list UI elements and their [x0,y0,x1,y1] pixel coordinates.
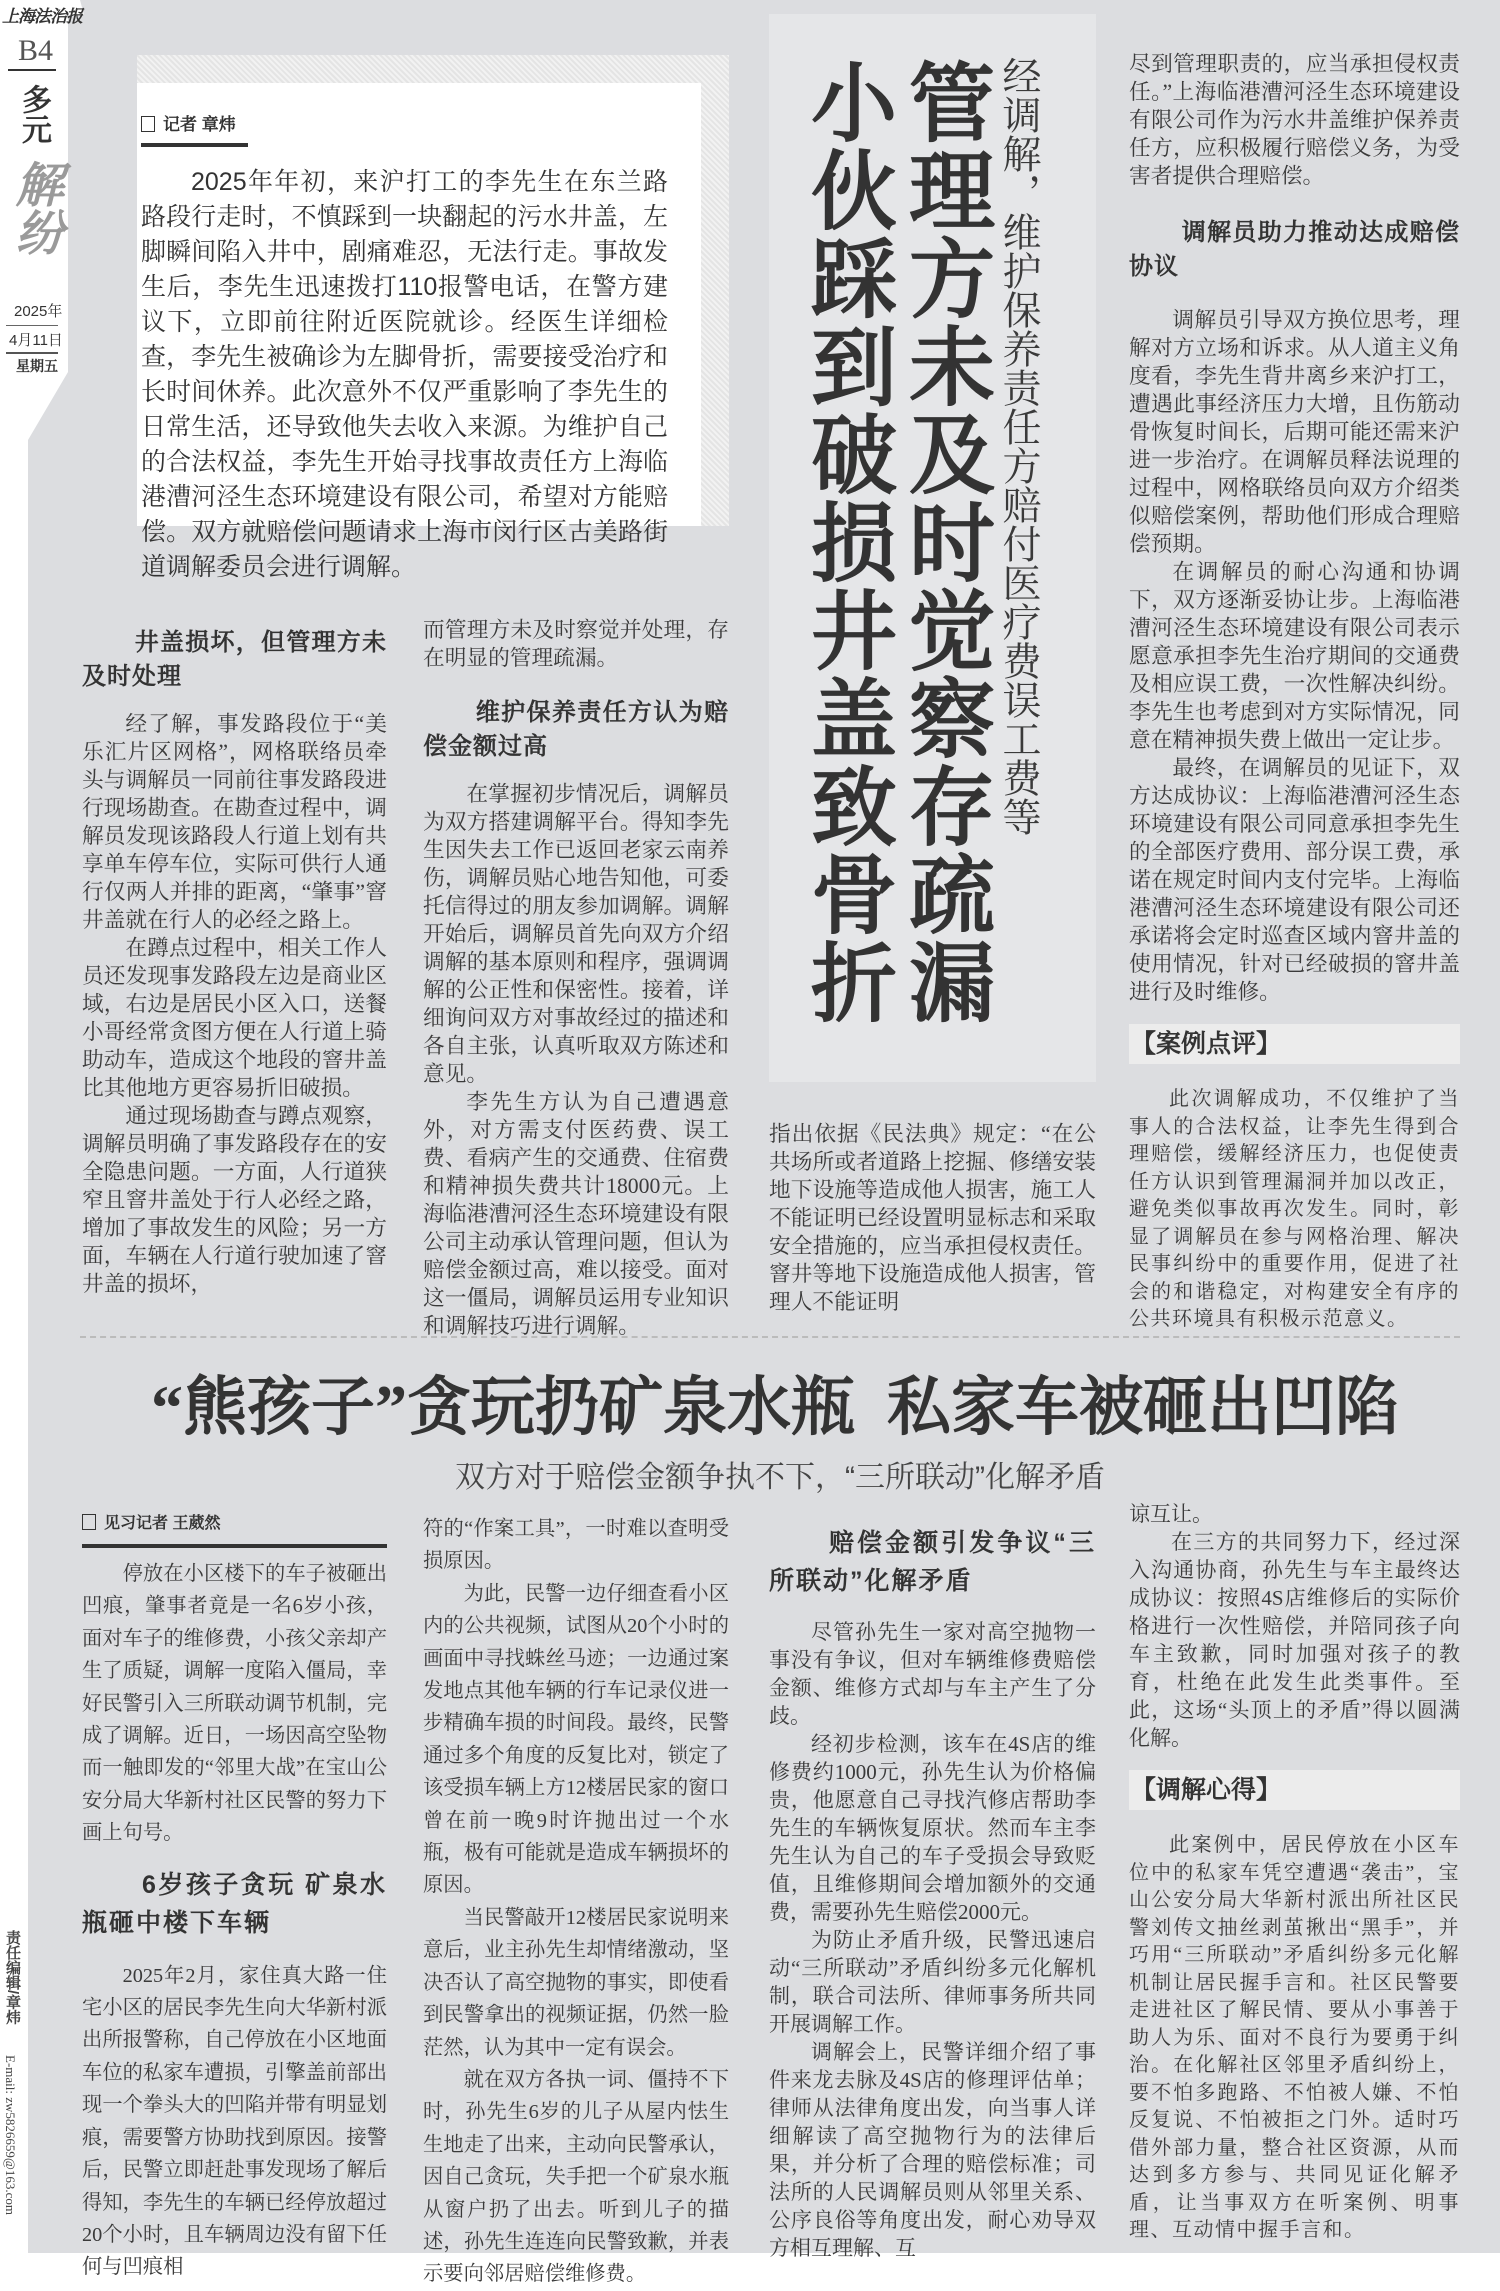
page-number-rule [8,69,56,71]
paragraph: 为防止矛盾升级，民警迅速启动“三所联动”矛盾纠纷多元化解机制，联合司法所、律师事务所共同开展调解工作。 [769,1928,1096,2036]
mediation-insight-text: 此案例中，居民停放在小区车位中的私家车凭空遭遇“袭击”，宝山公安分局大华新村派出所社区民警刘传文抽丝剥茧揪出“黑手”，并巧用“三所联动”矛盾纠纷多元化解机制让居民握手言和。社区民警要走进社区了解民情、要从小事善于助人为乐、面对不良行为要勇于纠治。在化解社区邻里矛盾纠纷上，要不怕多跑路、不怕被人嫌、不怕反复说、不怕被拒之门外。适时巧借外部力量，整合社区资源，从而达到多方参与、共同见证化解矛盾，让当事双方在听案例、明事理、互动情中握手言和。 [1129,1834,1460,2241]
paragraph-continued: 指出依据《民法典》规定：“在公共场所或者道路上挖掘、修缮安装地下设施等造成他人损害，施工人不能证明已经设置明显标志和采取安全措施的，应当承担侵权责任。窨井等地下设施造成他人损害，管理人不能证明 [769,1122,1096,1314]
editor-credit: 责任编辑/章炜 [4,1930,21,2025]
section-heading: 调解员助力推动达成赔偿协议 [1129,219,1460,280]
mediation-insight [1129,1832,1460,2245]
paragraph-continued: 谅互让。 [1129,1502,1213,1526]
paragraph: 停放在小区楼下的车子被砸出凹痕，肇事者竟是一名6岁小孩，面对车子的维修费，小孩父亲却产生了质疑，调解一度陷入僵局，幸好民警引入三所联动调节机制，完成了调解。近日，一场因高空坠物而一触即发的“邻里大战”在宝山公安分局大华新村社区民警的努力下画上句号。 [82,1563,387,1845]
article1-column-4 [1129,50,1460,1334]
article-divider [80,1336,1460,1338]
case-review-text: 此次调解成功，不仅维护了当事人的合法权益，让李先生得到合理赔偿，缓解经济压力，也促使责任方认识到管理漏洞并加以改正，避免类似事故再次发生。同时，彰显了调解员在参与网格治理、解决民事纠纷中的重要作用，促进了社会的和谐稳定，对构建安全有序的公共环境具有积极示范意义。 [1129,1088,1460,1330]
article1-lead [141,165,668,585]
paragraph-continued: 而管理方未及时察觉并处理，存在明显的管理疏漏。 [423,618,729,670]
section-name: 多元 [17,84,50,144]
article2-column-3 [769,1520,1096,2262]
article2-byline [82,1512,387,1548]
byline-box-icon [82,1514,96,1530]
paragraph: 通过现场勘查与蹲点观察，调解员明确了事发路段存在的安全隐患问题。一方面，人行道狭窄且窨井盖处于行人必经之路，增加了事故发生的风险；另一方面，车辆在人行道行驶加速了窨井盖的损坏， [82,1104,387,1296]
date-rule [6,325,58,326]
paragraph: 经了解，事发路段位于“美乐汇片区网格”，网格联络员牵头与调解员一同前往事发路段进行现场勘查。在勘查过程中，调解员发现该路段人行道上划有共享单车停车位，实际可供行人通行仅两人并排的距离，“肇事”窨井盖就在行人的必经之路上。 [82,712,387,932]
editor-email: E-mail: zw5826659@163.com [3,2055,18,2215]
article2-title: “熊孩子”贪玩扔矿泉水瓶 私家车被砸出凹陷 [151,1372,1399,1443]
paragraph: 最终，在调解员的见证下，双方达成协议：上海临港漕河泾生态环境建设有限公司同意承担李先生的全部医疗费用、部分误工费，承诺在规定时间内支付完毕。上海临港漕河泾生态环境建设有限公司还承诺将会定时巡查区域内窨井盖的使用情况，针对已经破损的窨井盖进行及时维修。 [1129,756,1460,1004]
section-heading: 赔偿金额引发争议“三所联动”化解矛盾 [769,1529,1096,1595]
issue-year: 2025年 [14,303,63,320]
page-number: B4 [18,34,54,67]
byline-text: 记者 章炜 [163,115,236,134]
article1-column-1 [82,612,387,1298]
issue-date: 4月11日 [9,332,63,349]
masthead-logo: 上海法治报 [2,7,82,26]
paragraph: 在掌握初步情况后，调解员为双方搭建调解平台。得知李先生因失去工作已返回老家云南养伤，调解员贴心地告知他，可委托信得过的朋友参加调解。调解开始后，调解员首先向双方介绍调解的基本原则和程序，强调调解的公正性和保密性。接着，详细询问双方对事故经过的描述和各自主张，认真听取双方陈述和意见。 [423,782,729,1086]
paragraph: 在调解员的耐心沟通和协调下，双方逐渐妥协让步。上海临港漕河泾生态环境建设有限公司表示愿意承担李先生治疗期间的交通费及相应误工费，一次性解决纠纷。李先生也考虑到对方实际情况，同意在精神损失费上做出一定让步。 [1129,560,1460,752]
article2-column-2 [423,1513,729,2291]
article1-title-main: 管理方未及时觉察存疏漏 [896,58,992,1026]
section-heading: 维护保养责任方认为赔偿金额过高 [423,699,729,760]
byline-box-icon [141,116,155,132]
article1-byline [141,110,248,147]
case-review-heading: 【案例点评】 [1129,1024,1460,1064]
issue-weekday: 星期五 [16,358,58,374]
article1-subtitle: 经调解，维护保养责任方赔付医疗费误工费等 [997,56,1040,836]
mediation-insight-heading: 【调解心得】 [1129,1770,1460,1810]
article2-column-1 [82,1512,387,2284]
paragraph: 当民警敲开12楼居民家说明来意后，业主孙先生却情绪激动，坚决否认了高空抛物的事实，即使看到民警拿出的视频证据，仍然一脸茫然，认为其中一定有误会。 [423,1906,729,2059]
article1-column-2 [423,616,729,1340]
section-heading: 6岁孩子贪玩 矿泉水瓶砸中楼下车辆 [82,1870,387,1937]
paragraph: 调解员引导双方换位思考，理解对方立场和诉求。从人道主义角度看，李先生背井离乡来沪打工，遭遇此事经济压力大增，且伤筋动骨恢复时间长，后期可能还需来沪进一步治疗。在调解员释法说理的过程中，网格联络员向双方介绍类似赔偿案例，帮助他们形成合理赔偿预期。 [1129,308,1460,556]
article2-column-4 [1129,1500,1460,2245]
date-rule [6,352,58,354]
paragraph: 在蹲点过程中，相关工作人员还发现事发路段左边是商业区域，右边是居民小区入口，送餐小哥经常贪图方便在人行道上骑助动车，造成这个地段的窨井盖比其他地方更容易折旧破损。 [82,936,387,1100]
paragraph: 调解会上，民警详细介绍了事件来龙去脉及4S店的修理评估单；律师从法律角度出发，向当事人详细解读了高空抛物行为的法律后果，并分析了合理的赔偿标准；司法所的人民调解员则从邻里关系、公序良俗等角度出发，耐心劝导双方相互理解、互 [769,2040,1096,2260]
paragraph-continued: 尽到管理职责的，应当承担侵权责任。”上海临港漕河泾生态环境建设有限公司作为污水井盖维护保养责任方，应积极履行赔偿义务，为受害者提供合理赔偿。 [1129,52,1460,188]
article2-subtitle: 双方对于赔偿金额争执不下，“三所联动”化解矛盾 [455,1461,1105,1494]
case-review [1129,1086,1460,1334]
paragraph: 2025年2月，家住真大路一住宅小区的居民李先生向大华新村派出所报警称，自己停放在小区地面车位的私家车遭损，引擎盖前部出现一个拳头大的凹陷并带有明显划痕，需要警方协助找到原因。接警后，民警立即赶赴事发现场了解后得知，李先生的车辆已经停放超过20个小时，且车辆周边没有留下任何与凹痕相 [82,1964,387,2279]
article1-column-3 [769,1120,1096,1316]
lead-text: 2025年年初，来沪打工的李先生在东兰路路段行走时，不慎踩到一块翻起的污水井盖，左脚瞬间陷入井中，剧痛难忍，无法行走。事故发生后，李先生迅速拨打110报警电话，在警方建议下，立即前往附近医院就诊。经医生详细检查，李先生被确诊为左脚骨折，需要接受治疗和长时间休养。此次意外不仅严重影响了李先生的日常生活，还导致他失去收入来源。为维护自己的合法权益，李先生开始寻找事故责任方上海临港漕河泾生态环境建设有限公司，希望对方能赔偿。双方就赔偿问题请求上海市闵行区古美路街道调解委员会进行调解。 [141,168,668,581]
paragraph: 经初步检测，该车在4S店的维修费约1000元，孙先生认为价格偏贵，他愿意自己寻找汽修店帮助李先生的车辆恢复原状。然而车主李先生认为自己的车子受损会导致贬值，且维修期间会增加额外的交通费，需要孙先生赔偿2000元。 [769,1732,1096,1924]
paragraph: 李先生方认为自己遭遇意外，对方需支付医药费、误工费、看病产生的交通费、住宿费和精神损失费共计18000元。上海临港漕河泾生态环境建设有限公司主动承认管理问题，但认为赔偿金额过高，难以接受。面对这一僵局，调解员运用专业知识和调解技巧进行调解。 [423,1090,729,1338]
article1-title-second: 小伙踩到破损井盖致骨折 [798,58,894,1026]
section-heading: 井盖损坏，但管理方未及时处理 [82,629,387,690]
paragraph: 就在双方各执一词、僵持不下时，孙先生6岁的儿子从屋内怯生生地走了出来，主动向民警承认，因自己贪玩，失手把一个矿泉水瓶从窗户扔了出去。听到儿子的描述，孙先生连连向民警致歉，并表示要向邻居赔偿维修费。 [423,2068,729,2286]
byline-text: 见习记者 王葳然 [104,1515,221,1532]
paragraph: 尽管孙先生一家对高空抛物一事没有争议，但对车辆维修费赔偿金额、维修方式却与车主产生了分歧。 [769,1620,1096,1728]
paragraph: 在三方的共同努力下，经过深入沟通协商，孙先生与车主最终达成协议：按照4S店维修后的实际价格进行一次性赔偿，并陪同孩子向车主致歉，同时加强对孩子的教育，杜绝在此发生此类事件。至此，这场“头顶上的矛盾”得以圆满化解。 [1129,1530,1460,1750]
section-name-brush: 解纷 [8,160,61,256]
paragraph-continued: 符的“作案工具”，一时难以查明受损原因。 [423,1518,729,1573]
paragraph: 为此，民警一边仔细查看小区内的公共视频，试图从20个小时的画面中寻找蛛丝马迹；一边通过案发地点其他车辆的行车记录仪进一步精确车损的时间段。最终，民警通过多个角度的反复比对，锁定了该受损车辆上方12楼居民家的窗口曾在前一晚9时许抛出过一个水瓶，极有可能就是造成车辆损坏的原因。 [423,1582,729,1897]
